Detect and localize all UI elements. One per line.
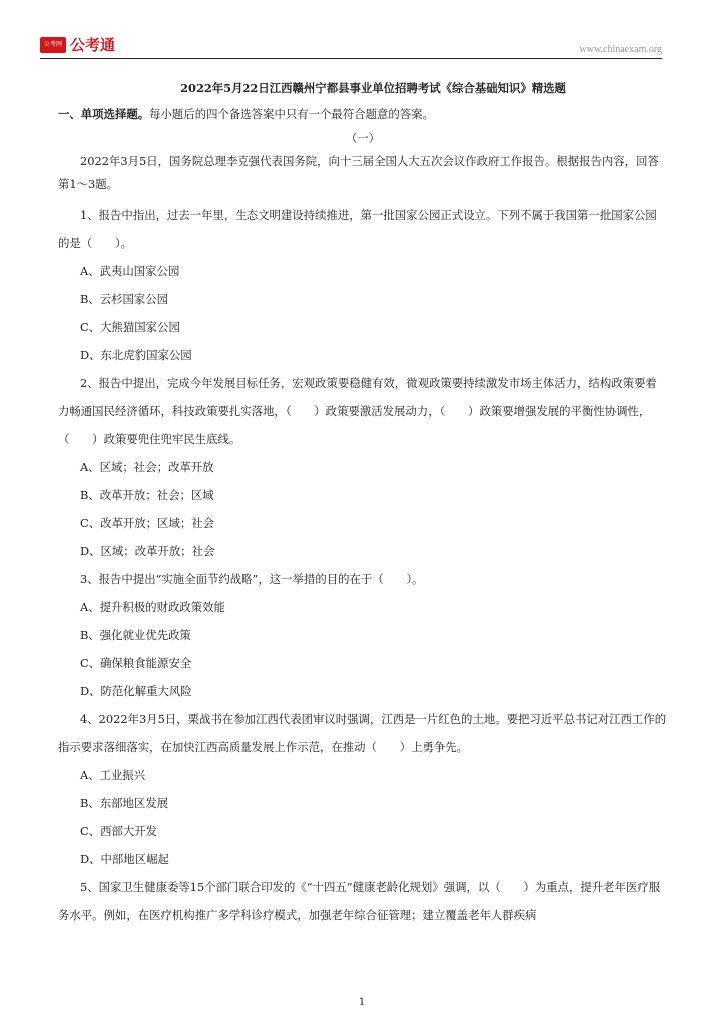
option-c: C、确保粮食能源安全 [80,656,192,670]
question-5 [58,873,668,929]
logo-text: 公考通 [70,36,116,54]
option-c: C、改革开放；区域；社会 [80,516,215,530]
option-b: B、东部地区发展 [80,796,169,810]
option-d: D、东北虎豹国家公园 [80,348,192,362]
document-title: 2022年5月22日江西赣州宁都县事业单位招聘考试《综合基础知识》精选题 [180,81,566,95]
question-stem: 4、2022年3月5日，栗战书在参加江西代表团审议时强调，江西是一片红色的土地。要把习近平总书记对江西工作的指示要求落细落实，在加快江西高质量发展上作示范，在推动（ ）上勇争先。 [58,712,667,754]
option-b: B、云杉国家公园 [80,292,169,306]
document-body [58,77,668,929]
question-4 [58,705,668,873]
logo-badge: 公考网 [40,37,66,53]
option-d: D、防范化解重大风险 [80,684,192,698]
question-1 [58,201,668,369]
question-stem: 3、报告中提出“实施全面节约战略”，这一举措的目的在于（ ）。 [80,572,424,586]
option-d: D、区域；改革开放；社会 [80,544,215,558]
option-c: C、大熊猫国家公园 [80,320,180,334]
section-label: 一、单项选择题。 [58,107,150,121]
section-description: 每小题后的四个备选答案中只有一个最符合题意的答案。 [149,107,434,121]
option-b: B、改革开放；社会；区域 [80,488,214,502]
brand-logo[interactable] [40,34,115,55]
subsection-heading: （一） [345,131,381,145]
option-a: A、区域；社会；改革开放 [80,460,214,474]
intro-paragraph: 2022年3月5日，国务院总理李克强代表国务院，向十三届全国人大五次会议作政府工作报告。根据报告内容，回答第1～3题。 [58,154,659,191]
option-c: C、西部大开发 [80,824,158,838]
option-b: B、强化就业优先政策 [80,628,191,642]
question-3 [58,565,668,705]
question-stem: 1、报告中指出，过去一年里，生态文明建设持续推进，第一批国家公园正式设立。下列不属于我国第一批国家公园的是（ ）。 [58,208,657,250]
section-heading [58,103,668,126]
option-a: A、提升积极的财政政策效能 [80,600,225,614]
question-stem: 2、报告中提出，完成今年发展目标任务，宏观政策要稳健有效，微观政策要持续激发市场主体活力，结构政策要着力畅通国民经济循环，科技政策要扎实落地，（ ）政策要激活发展动力，（ ）政策要增强发展的平衡性协调性，（ ）政策要兜住兜牢民生底线。 [58,376,657,446]
option-a: A、武夷山国家公园 [80,264,180,278]
page-number: 1 [358,997,366,1008]
header-divider [40,58,662,59]
page-header [40,34,662,60]
question-stem: 5、国家卫生健康委等15个部门联合印发的《“十四五”健康老龄化规划》强调，以（ ）为重点，提升老年医疗服务水平。例如，在医疗机构推广多学科诊疗模式，加强老年综合征管理；建立覆盖老年人群疾病 [58,880,661,922]
option-a: A、工业振兴 [80,768,146,782]
question-2 [58,369,668,565]
option-d: D、中部地区崛起 [80,852,169,866]
site-url: www.chinaexam.org [579,44,662,55]
